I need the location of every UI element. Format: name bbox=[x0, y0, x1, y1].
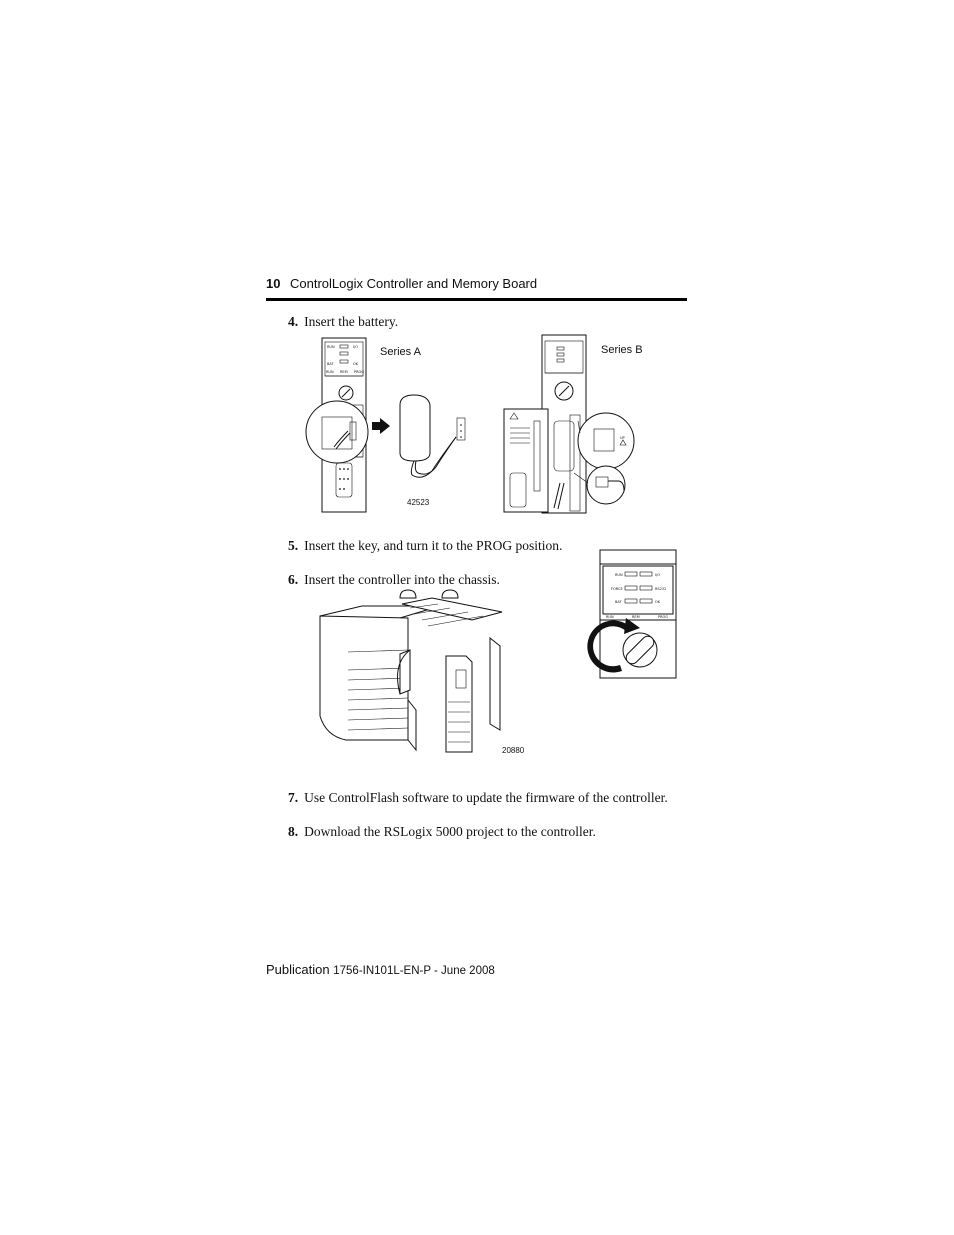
svg-text:I/O: I/O bbox=[353, 345, 358, 349]
step-6-number: 6. bbox=[288, 572, 299, 587]
battery-figure-number: 42523 bbox=[407, 498, 430, 507]
svg-text:RUN: RUN bbox=[327, 345, 335, 349]
step-7 bbox=[288, 790, 668, 806]
page-header-title: ControlLogix Controller and Memory Board bbox=[290, 276, 538, 291]
header-rule bbox=[266, 298, 687, 301]
step-8-number: 8. bbox=[288, 824, 299, 839]
status-label-bat: BAT bbox=[615, 600, 622, 604]
step-7-number: 7. bbox=[288, 790, 299, 805]
step-7-text: Use ControlFlash software to update the firmware of the controller. bbox=[304, 790, 668, 805]
battery-series-a-illustration bbox=[300, 335, 480, 515]
step-6-text: Insert the controller into the chassis. bbox=[304, 572, 500, 587]
mode-label-prog: PROG bbox=[658, 615, 669, 619]
step-4-text: Insert the battery. bbox=[304, 314, 399, 329]
svg-text:BAT: BAT bbox=[327, 362, 334, 366]
step-5 bbox=[288, 538, 562, 554]
step-4 bbox=[288, 314, 398, 330]
svg-text:RUN: RUN bbox=[326, 370, 334, 374]
status-label-rs232: RS232 bbox=[655, 587, 667, 591]
mode-label-rem: REM bbox=[632, 615, 640, 619]
battery-series-b-illustration bbox=[502, 333, 637, 515]
publication-footer bbox=[266, 962, 495, 977]
step-6 bbox=[288, 572, 500, 588]
status-label-run: RUN bbox=[615, 573, 623, 577]
page-number: 10 bbox=[266, 276, 281, 291]
publication-id: 1756-IN101L-EN-P - June 2008 bbox=[333, 965, 495, 977]
step-4-number: 4. bbox=[288, 314, 299, 329]
svg-text:UP: UP bbox=[620, 436, 625, 440]
svg-text:REM: REM bbox=[340, 370, 348, 374]
series-a-label: Series A bbox=[380, 346, 421, 358]
step-8-text: Download the RSLogix 5000 project to the controller. bbox=[304, 824, 596, 839]
status-label-io: I/O bbox=[655, 573, 660, 577]
publication-label: Publication bbox=[266, 962, 330, 977]
mode-label-run: RUN bbox=[606, 615, 614, 619]
step-5-number: 5. bbox=[288, 538, 299, 553]
step-8 bbox=[288, 824, 596, 840]
svg-text:PROG: PROG bbox=[354, 370, 365, 374]
svg-text:OK: OK bbox=[353, 362, 359, 366]
controller-chassis-illustration bbox=[318, 592, 514, 758]
keyswitch-prog-illustration bbox=[598, 548, 678, 680]
status-label-force: FORCE bbox=[611, 587, 623, 591]
step-5-text: Insert the key, and turn it to the PROG position. bbox=[304, 538, 563, 553]
chassis-figure-number: 20880 bbox=[502, 746, 525, 755]
status-label-ok: OK bbox=[655, 600, 661, 604]
series-b-label: Series B bbox=[601, 344, 643, 356]
